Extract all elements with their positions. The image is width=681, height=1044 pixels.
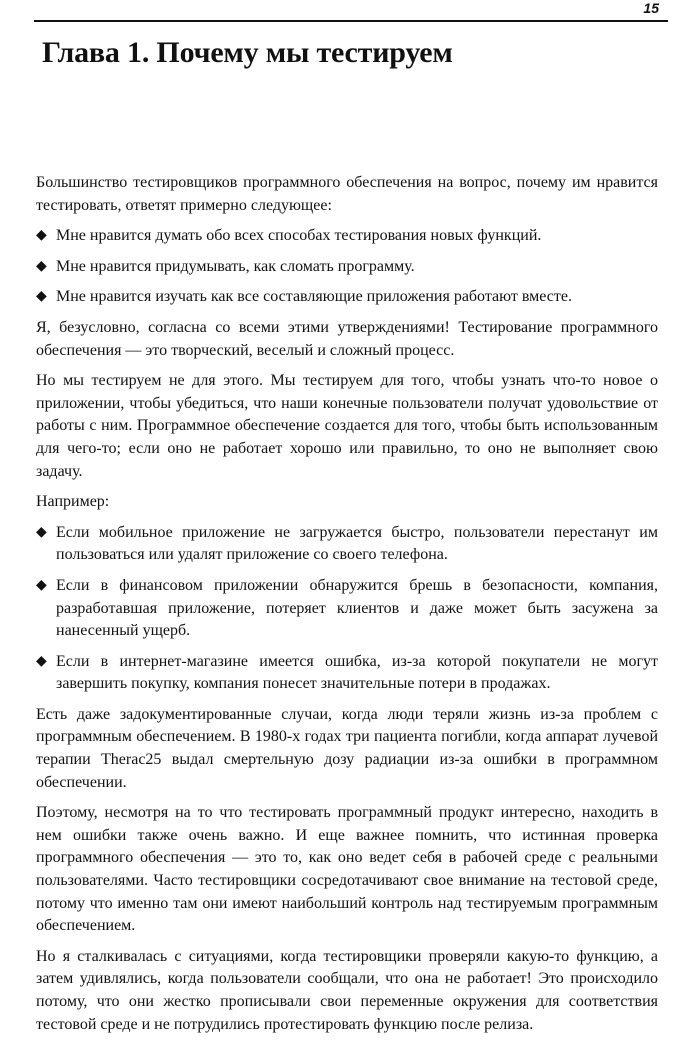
diamond-bullet-icon: ◆ xyxy=(36,653,47,669)
list-item xyxy=(36,575,658,643)
example-label: Например: xyxy=(36,493,110,511)
chapter-title: Глава 1. Почему мы тестируем xyxy=(42,36,453,69)
list-item-text: Если в интернет-магазине имеется ошибка, из-за которой покупатели не могут завершить покупку, компания понесет значительные потери в продажах. xyxy=(56,652,658,693)
list-item-text: Если в финансовом приложении обнаружится брешь в безопасности, компания, разработавшая приложение, потеряет клиентов и даже может быть засужена за нанесенный ущерб. xyxy=(56,576,658,640)
body-text xyxy=(36,172,658,1044)
page-number: 15 xyxy=(643,0,659,16)
list-item xyxy=(36,286,658,309)
paragraph-important: Поэтому, несмотря на то что тестировать программный продукт интересно, находить в нем ошибки также очень важно. И еще важнее помнить, что истинная проверка программного обеспечения — это то, как оно ведет себя в рабочей среде с реальными пользователями. Часто тестировщики сосредотачивают свое внимание на тестовой среде, потому что именно там они имеют наибольший контроль над тестируемым программным обеспечением. xyxy=(36,804,658,935)
list-item xyxy=(36,522,658,567)
list-item xyxy=(36,225,658,248)
header-rule xyxy=(34,20,668,22)
list-item-text: Мне нравится думать обо всех способах тестирования новых функций. xyxy=(56,227,542,245)
diamond-bullet-icon: ◆ xyxy=(36,524,47,540)
diamond-bullet-icon: ◆ xyxy=(36,258,47,274)
list-item-text: Мне нравится изучать как все составляющие приложения работают вместе. xyxy=(56,288,572,306)
list-item xyxy=(36,256,658,279)
list-item-text: Мне нравится придумывать, как сломать программу. xyxy=(56,257,415,275)
list-item xyxy=(36,651,658,696)
paragraph-purpose: Но мы тестируем не для этого. Мы тестируем для того, чтобы узнать что-то новое о приложении, чтобы убедиться, что наши конечные пользователи получат удовольствие от работы с ним. Программное обеспечение создается для того, чтобы быть использованным для чего-то; если оно не работает хорошо или правильно, то оно не выполняет свою задачу. xyxy=(36,372,658,480)
paragraph-situations: Но я сталкивалась с ситуациями, когда тестировщики проверяли какую-то функцию, а затем удивлялись, когда пользователи сообщали, что она не работает! Это происходило потому, что они жестко прописывали свои переменные окружения для соответствия тестовой среде и не потрудились протестировать функцию после релиза. xyxy=(36,947,658,1033)
paragraph-therac: Есть даже задокументированные случаи, когда люди теряли жизнь из-за проблем с программным обеспечением. В 1980-х годах три пациента погибли, когда аппарат лучевой терапии Therac25 выдал смертельную дозу радиации из-за ошибки в программном обеспечении. xyxy=(36,705,658,791)
diamond-bullet-icon: ◆ xyxy=(36,228,47,244)
diamond-bullet-icon: ◆ xyxy=(36,289,47,305)
examples-list xyxy=(36,522,658,696)
reasons-list xyxy=(36,225,658,309)
list-item-text: Если мобильное приложение не загружается быстро, пользователи перестанут им пользоваться или удалят приложение со своего телефона. xyxy=(56,523,658,564)
paragraph-agree: Я, безусловно, согласна со всеми этими утверждениями! Тестирование программного обеспечения — это творческий, веселый и сложный процесс. xyxy=(36,318,658,359)
diamond-bullet-icon: ◆ xyxy=(36,577,47,593)
paragraph-intro: Большинство тестировщиков программного обеспечения на вопрос, почему им нравится тестировать, ответят примерно следующее: xyxy=(36,174,658,214)
